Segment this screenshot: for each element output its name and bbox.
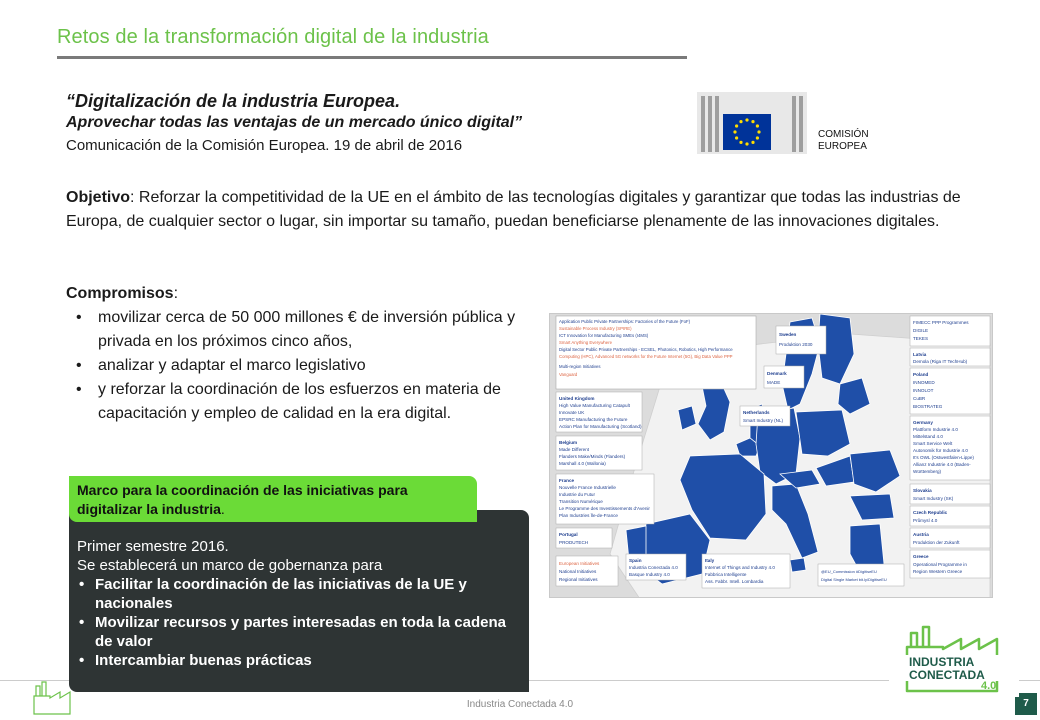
callout-line: Smart Industry (NL): [743, 418, 784, 423]
framework-list: [77, 575, 521, 670]
callout-line: Sweden: [779, 332, 797, 337]
callout-sweden: [776, 326, 826, 354]
framework-item: • Intercambiar buenas prácticas: [77, 651, 521, 670]
callout-line: Poland: [913, 372, 929, 377]
callout-line: France: [559, 478, 575, 483]
industria-conectada-logo-small: [30, 676, 74, 718]
callout-line: Austria: [913, 532, 929, 537]
framework-title-box: [69, 476, 477, 522]
callout-line: Region Western Greece: [913, 569, 963, 574]
callout-line: Ass. Fabbr. Intell. Lombardia: [705, 579, 764, 584]
commitment-item: • y reforzar la coordinación de los esfuerzos en materia de capacitación y empleo de calidad en la era digital.: [66, 378, 536, 426]
logo-line-2: CONECTADA: [909, 668, 985, 682]
commitment-item: • movilizar cerca de 50 000 millones € de inversión pública y privada en los próximos cinco años,: [66, 306, 536, 354]
callout-line: Netherlands: [743, 410, 770, 415]
callout-line: Action Plan for Manufacturing (Scotland): [559, 424, 642, 429]
page-number: 7: [1015, 693, 1037, 715]
callout-line: Internet of Things and Industry 4.0: [705, 565, 775, 570]
callout-line: Nouvelle France Industrielle: [559, 485, 616, 490]
callout-spain: [626, 554, 686, 580]
logo-number: 4.0: [981, 680, 997, 692]
callout-line: Württemberg): [913, 469, 942, 474]
callout-line: Industrie du Futur: [559, 492, 596, 497]
callout-line: Italy: [705, 558, 715, 563]
industria-conectada-logo: [889, 617, 1019, 697]
callout-line: Demola (Riga IT TechHub): [913, 359, 968, 364]
callout-line: Slovakia: [913, 488, 932, 493]
callout-line: Mittelstand 4.0: [913, 434, 943, 439]
quote-line-1: “Digitalización de la industria Europea.: [66, 91, 401, 111]
ec-logo-line-1: COMISIÓN: [818, 129, 869, 140]
eu-box-line: Application Public Private Partnerships: Factories of the Future (FoF): [559, 319, 691, 324]
callout-france: [556, 474, 654, 524]
callout-netherlands: [740, 406, 790, 426]
callout-greece: [910, 550, 990, 578]
framework-details-box: [69, 510, 529, 692]
map-legend: [556, 556, 618, 586]
legend-item: National Initiatives: [559, 569, 597, 574]
callout-line: Smart Service Welt: [913, 441, 953, 446]
callout-italy: [702, 554, 790, 588]
callout-belgium: [556, 436, 642, 470]
quote-source: Comunicación de la Comisión Europea. 19 de abril de 2016: [66, 137, 463, 154]
callout-line: Produktion 2030: [779, 342, 813, 347]
callout-line: Operational Programme in: [913, 562, 967, 567]
eu-initiatives-box: [556, 316, 756, 389]
social-line: @EU_Commission #DigitiseEU: [821, 569, 877, 574]
legend-item: Regional Initiatives: [559, 577, 598, 582]
callout-line: Denmark: [767, 371, 787, 376]
objective-text: : Reforzar la competitividad de la UE en el ámbito de las tecnologías digitales y garantizar que todas las industrias de Europa, de cualquier sector o lugar, sin importar su tamaño, puedan beneficiarse plenamente de las innovaciones digitales.: [66, 189, 961, 230]
framework-title: Marco para la coordinación de las iniciativas para digitalizar la industria: [77, 482, 408, 517]
callout-line: DIGILE: [913, 328, 929, 333]
callout-line: It's OWL (Ostwestfalen-Lippe): [913, 455, 974, 460]
callout-line: Latvia: [913, 352, 927, 357]
callout-slovakia: [910, 484, 990, 504]
framework-intro-2: Se establecerá un marco de gobernanza para: [77, 557, 383, 574]
slide-title: Retos de la transformación digital de la industria: [57, 26, 489, 48]
commitments-label: Compromisos: [66, 285, 174, 302]
social-line: Digital Single Market bit.ly/DigitiseEU: [821, 577, 887, 582]
callout-line: Allianz Industrie 4.0 (Baden-: [913, 462, 971, 467]
callout-line: Smart Industry (SK): [913, 496, 954, 501]
callout-top-right: [910, 316, 990, 346]
eu-box-line: Vanguard: [559, 372, 578, 377]
callout-denmark: [764, 366, 804, 388]
commitments-colon: :: [173, 285, 179, 302]
logo-line-1: INDUSTRIA: [909, 655, 975, 669]
eu-box-line: Smart Anything Everywhere: [559, 340, 613, 345]
callout-line: Greece: [913, 554, 929, 559]
framework-item: • Movilizar recursos y partes interesadas en toda la cadena de valor: [77, 613, 521, 651]
objective-paragraph: [66, 186, 966, 234]
framework-title-end: .: [220, 501, 225, 517]
framework-intro-1: Primer semestre 2016.: [77, 538, 229, 555]
commitments-list: [66, 306, 536, 426]
eu-box-line: Multi-region Initiatives: [559, 364, 601, 369]
eu-box-line: Digital Sector Public Private Partnerships - ECSEL, Photonics, Robotics, High Performance: [559, 347, 733, 352]
social-box: [818, 564, 904, 586]
callout-line: Autonomik für Industrie 4.0: [913, 448, 968, 453]
callout-line: High Value Manufacturing Catapult: [559, 403, 630, 408]
callout-line: EPSRC Manufacturing the Future: [559, 417, 628, 422]
eu-box-line: Sustainable Process Industry (SPIRE): [559, 326, 632, 331]
quote-line-2: Aprovechar todas las ventajas de un mercado único digital”: [66, 114, 523, 131]
legend-item: European Initiatives: [559, 561, 600, 566]
callout-line: BIOSTRATEG: [913, 404, 943, 409]
callout-line: Portugal: [559, 532, 578, 537]
callout-line: Průmysl 4.0: [913, 518, 938, 523]
callout-austria: [910, 528, 990, 548]
callout-line: Transition Numérique: [559, 499, 603, 504]
commitments-heading: [66, 285, 178, 303]
callout-poland: [910, 368, 990, 414]
callout-line: Czech Republic: [913, 510, 948, 515]
callout-line: Industria Conectada 4.0: [629, 565, 678, 570]
callout-uk: [556, 392, 642, 432]
callout-line: Le Programme des Investissements d'Avenir: [559, 506, 650, 511]
callout-line: INNOMED: [913, 380, 935, 385]
callout-czech: [910, 506, 990, 526]
ec-logo-line-2: EUROPEA: [818, 141, 867, 152]
callout-line: Made Different: [559, 447, 590, 452]
callout-line: INNOLOT: [913, 388, 934, 393]
callout-line: Marshall 4.0 (Wallonia): [559, 461, 606, 466]
europe-initiatives-map: [549, 313, 993, 598]
callout-line: TEKES: [913, 336, 929, 341]
callout-portugal: [556, 528, 612, 548]
commitment-item: • analizar y adaptar el marco legislativo: [66, 354, 536, 378]
callout-line: United Kingdom: [559, 396, 595, 401]
title-divider: [57, 56, 687, 59]
framework-item: • Facilitar la coordinación de las iniciativas de la UE y nacionales: [77, 575, 521, 613]
callout-line: Fabbrica Intelligente: [705, 572, 747, 577]
callout-line: Basque Industry 4.0: [629, 572, 670, 577]
callout-line: Flanders Make/Minds (Flanders): [559, 454, 626, 459]
eu-box-line: ICT Innovation for Manufacturing SMEs (I4MS): [559, 333, 649, 338]
callout-line: CuBR: [913, 396, 926, 401]
footer-text: Industria Conectada 4.0: [466, 699, 574, 710]
callout-line: Germany: [913, 420, 933, 425]
callout-latvia: [910, 348, 990, 366]
callout-line: Innovate UK: [559, 410, 585, 415]
european-commission-logo: [695, 90, 875, 156]
eu-box-line: Computing (HPC), Advanced 5G networks for the Future Internet (5G), Big Data Value PPP: [559, 354, 733, 359]
callout-line: PRODUTECH: [559, 540, 589, 545]
callout-line: Plan Industries Île-de-France: [559, 513, 618, 518]
objective-label: Objetivo: [66, 189, 131, 206]
callout-line: Spain: [629, 558, 642, 563]
callout-line: Produktion der Zukunft: [913, 540, 960, 545]
callout-germany: [910, 416, 990, 480]
callout-line: MADE: [767, 380, 781, 385]
callout-line: Plattform Industrie 4.0: [913, 427, 958, 432]
callout-line: Belgium: [559, 440, 578, 445]
ec-building-icon: [697, 92, 807, 154]
callout-line: FIMECC PPP Programmes: [913, 320, 969, 325]
